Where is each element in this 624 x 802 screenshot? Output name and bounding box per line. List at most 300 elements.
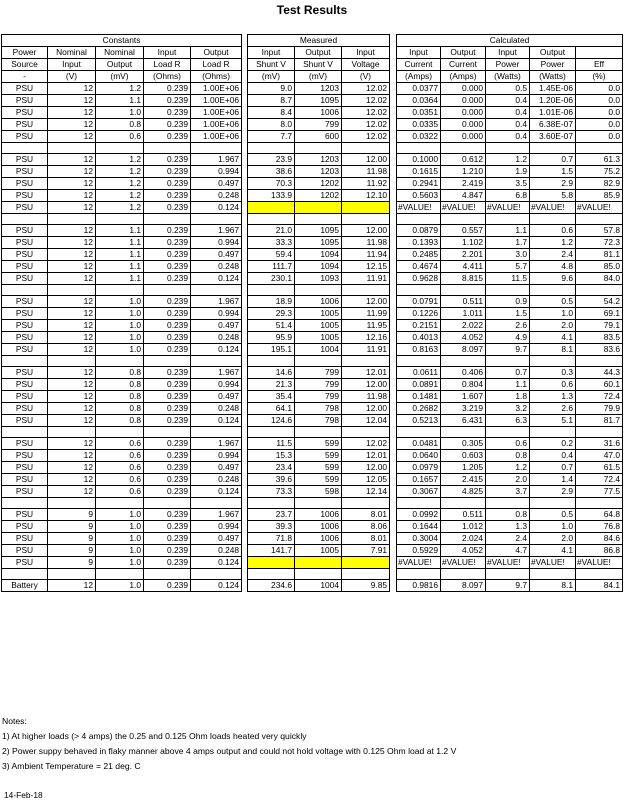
table-cell: 1.0 [96,533,144,545]
table-cell: 124.6 [248,415,295,427]
table-cell: 0.0611 [397,367,441,379]
table-cell: 0.124 [191,344,242,356]
table-cell: 0.1615 [397,166,441,178]
table-cell: 4.8 [530,261,576,273]
table-cell: 9 [48,533,96,545]
constants-column-header: (mV) [96,71,144,83]
table-cell: 0.239 [144,486,191,498]
note-item: 3) Ambient Temperature = 21 deg. C [2,761,141,771]
table-cell: 85.0 [576,261,623,273]
table-cell: 0.3 [530,367,576,379]
table-cell: 33.3 [248,237,295,249]
table-row [248,202,390,214]
constants-column-header: Output [191,47,242,59]
table-cell: 51.4 [248,320,295,332]
table-cell: 1.3 [486,521,530,533]
table-cell: 12.00 [342,403,390,415]
table-cell: 2.0 [530,533,576,545]
table-row [248,237,390,249]
table-cell: 2.6 [530,403,576,415]
table-cell: PSU [2,83,48,95]
table-cell: 12.02 [342,95,390,107]
table-cell: 0.5 [530,509,576,521]
table-cell: 8.1 [530,580,576,592]
table-cell: 8.7 [248,95,295,107]
constants-table [1,34,242,592]
table-cell: 0.497 [191,178,242,190]
table-cell: 1.00E+06 [191,131,242,143]
table-cell: 12 [48,344,96,356]
table-row [2,462,242,474]
table-row [397,154,623,166]
table-cell: 0.5 [486,83,530,95]
table-cell: 12 [48,178,96,190]
table-cell: 0.8 [486,509,530,521]
table-cell: 38.6 [248,166,295,178]
table-cell: 18.9 [248,296,295,308]
table-cell: 0.1226 [397,308,441,320]
table-row [248,403,390,415]
table-row [2,379,242,391]
table-row [248,308,390,320]
table-cell: 12 [48,95,96,107]
table-cell: 0.511 [441,296,486,308]
table-cell: 1203 [295,83,342,95]
table-cell: 12 [48,237,96,249]
table-cell: #VALUE! [441,202,486,214]
table-cell: 1.012 [441,521,486,533]
table-row [248,533,390,545]
table-row [397,166,623,178]
table-cell: 12.16 [342,332,390,344]
table-cell: 9.85 [342,580,390,592]
table-cell: 11.91 [342,273,390,285]
table-cell: 0.2151 [397,320,441,332]
table-cell: 1.2 [530,237,576,249]
table-cell: PSU [2,249,48,261]
table-cell: 3.5 [486,178,530,190]
table-cell: 2.201 [441,249,486,261]
table-cell: 0.8 [96,367,144,379]
calculated-column-header: (%) [576,71,623,83]
table-cell: 2.9 [530,178,576,190]
table-cell: 0.239 [144,83,191,95]
table-cell [248,202,295,214]
table-row [397,261,623,273]
table-cell: 0.0 [576,131,623,143]
table-row [2,190,242,202]
table-cell: Battery [2,580,48,592]
table-cell: 1.967 [191,225,242,237]
table-cell: PSU [2,367,48,379]
table-cell: 0.6 [96,438,144,450]
table-cell: 81.1 [576,249,623,261]
table-cell: 0.248 [191,545,242,557]
table-cell: 1.00E+06 [191,95,242,107]
notes-heading: Notes: [2,716,27,726]
table-cell: 1004 [295,344,342,356]
table-cell: 21.3 [248,379,295,391]
table-cell: 0.0 [576,119,623,131]
table-cell: 1.2 [486,154,530,166]
table-cell: 230.1 [248,273,295,285]
table-cell: 9 [48,545,96,557]
table-row [248,557,390,569]
table-cell: 0.8 [96,379,144,391]
table-cell: PSU [2,296,48,308]
table-row [2,320,242,332]
table-cell: 1006 [295,521,342,533]
table-cell: PSU [2,545,48,557]
table-cell: PSU [2,95,48,107]
table-cell: 3.2 [486,403,530,415]
table-cell: 0.6 [96,131,144,143]
table-cell: 12 [48,154,96,166]
table-row [248,131,390,143]
table-cell: 1.00E+06 [191,107,242,119]
table-cell: 599 [295,474,342,486]
table-cell: 12.00 [342,462,390,474]
table-cell: 1.102 [441,237,486,249]
table-cell: 799 [295,391,342,403]
table-cell: PSU [2,237,48,249]
table-cell: 12.10 [342,190,390,202]
table-cell: 82.9 [576,178,623,190]
table-cell: 0.000 [441,95,486,107]
table-row [397,308,623,320]
table-cell: 11.98 [342,166,390,178]
table-cell: 59.4 [248,249,295,261]
table-cell: 0.0364 [397,95,441,107]
table-cell: 0.497 [191,462,242,474]
table-row [397,391,623,403]
table-cell: 0.1481 [397,391,441,403]
table-row [2,438,242,450]
table-cell: 0.8 [96,403,144,415]
table-cell: 29.3 [248,308,295,320]
table-cell: 1.967 [191,367,242,379]
table-cell: 0.239 [144,533,191,545]
table-row [248,474,390,486]
table-cell: 0.239 [144,557,191,569]
page-title: Test Results [276,3,348,17]
table-row [397,131,623,143]
table-cell: 12 [48,391,96,403]
table-cell: 9.6 [530,273,576,285]
table-cell: 11.5 [248,438,295,450]
table-cell: 0.497 [191,391,242,403]
table-cell: 0.239 [144,225,191,237]
measured-table [247,34,390,592]
table-cell: 1.00E+06 [191,119,242,131]
table-cell: 47.0 [576,450,623,462]
table-cell: 1.5 [530,166,576,178]
table-cell: 0.239 [144,509,191,521]
table-cell: 111.7 [248,261,295,273]
table-cell: 0.239 [144,308,191,320]
table-cell: 4.7 [486,545,530,557]
table-cell: 11.91 [342,344,390,356]
table-cell: 39.6 [248,474,295,486]
table-cell: PSU [2,474,48,486]
table-row [397,332,623,344]
table-cell: 0.239 [144,166,191,178]
table-cell: PSU [2,190,48,202]
table-cell: 12 [48,107,96,119]
table-cell: 2.9 [530,486,576,498]
table-cell: 0.1393 [397,237,441,249]
table-cell: 0.5929 [397,545,441,557]
table-row [248,95,390,107]
table-cell: PSU [2,261,48,273]
table-cell: 234.6 [248,580,295,592]
table-cell: 12 [48,450,96,462]
table-cell: 0.124 [191,415,242,427]
table-cell: 79.1 [576,320,623,332]
table-cell: 72.4 [576,474,623,486]
table-cell: PSU [2,533,48,545]
table-cell: 8.06 [342,521,390,533]
table-cell: 0.239 [144,474,191,486]
table-row [397,367,623,379]
table-cell: 1.967 [191,296,242,308]
note-item: 1) At higher loads (> 4 amps) the 0.25 and 0.125 Ohm loads heated very quickly [2,731,307,741]
table-cell: 0.2485 [397,249,441,261]
table-cell: 9.7 [486,580,530,592]
table-cell: PSU [2,273,48,285]
table-cell: 11.5 [486,273,530,285]
table-cell: 1006 [295,533,342,545]
table-cell: 0.6 [96,486,144,498]
table-cell: 0.4 [486,95,530,107]
table-cell: 12 [48,474,96,486]
measured-column-header: Voltage [342,59,390,71]
table-cell: 1.0 [96,557,144,569]
table-cell: 2.4 [530,249,576,261]
measured-column-header: Input [248,47,295,59]
constants-column-header: Input [144,47,191,59]
table-cell: 0.0335 [397,119,441,131]
table-row [2,545,242,557]
table-row [397,521,623,533]
table-row [248,332,390,344]
table-cell: 8.097 [441,580,486,592]
table-cell: 12.14 [342,486,390,498]
table-cell: 0.994 [191,308,242,320]
table-cell: 195.1 [248,344,295,356]
table-cell: 1.2 [96,154,144,166]
table-cell: 12.00 [342,225,390,237]
table-row [248,580,390,592]
table-cell: PSU [2,107,48,119]
table-cell: 35.4 [248,391,295,403]
table-cell: 11.98 [342,391,390,403]
table-cell: 0.239 [144,131,191,143]
table-cell [295,202,342,214]
calculated-column-header: Eff [576,59,623,71]
table-cell: 1.4 [530,474,576,486]
table-cell: PSU [2,332,48,344]
table-cell: 12.01 [342,450,390,462]
table-cell: 0.0351 [397,107,441,119]
table-cell: 0.6 [96,474,144,486]
table-cell: #VALUE! [530,202,576,214]
table-cell: 1.0 [96,509,144,521]
table-cell [342,202,390,214]
table-cell: PSU [2,438,48,450]
table-cell: 81.7 [576,415,623,427]
table-cell: 1.9 [486,166,530,178]
table-cell: 0.000 [441,119,486,131]
table-row [248,450,390,462]
constants-column-header: Source [2,59,48,71]
table-cell: 9.7 [486,344,530,356]
table-cell: 799 [295,119,342,131]
measured-column-header: Shunt V [295,59,342,71]
table-cell: 60.1 [576,379,623,391]
table-row [248,344,390,356]
table-cell: 3.60E-07 [530,131,576,143]
table-row [397,95,623,107]
constants-column-header: - [2,71,48,83]
table-cell: 6.38E-07 [530,119,576,131]
table-row [2,521,242,533]
table-row [397,249,623,261]
table-cell [342,557,390,569]
table-cell: 0.5603 [397,190,441,202]
table-cell: 0.8 [96,415,144,427]
table-cell: 1.205 [441,462,486,474]
table-cell: 599 [295,438,342,450]
table-cell: 5.8 [530,190,576,202]
table-cell: 12.00 [342,296,390,308]
table-cell: 1093 [295,273,342,285]
table-cell: 11.92 [342,178,390,190]
table-cell: 23.4 [248,462,295,474]
table-row [397,509,623,521]
table-cell: 11.94 [342,249,390,261]
table-cell: 12.02 [342,107,390,119]
table-cell: 83.5 [576,332,623,344]
table-cell: 5.7 [486,261,530,273]
table-cell: 1.0 [96,332,144,344]
table-cell: 799 [295,367,342,379]
table-cell: 8.01 [342,533,390,545]
table-cell: 69.1 [576,308,623,320]
table-cell: 0.9628 [397,273,441,285]
table-cell: 44.3 [576,367,623,379]
table-cell: 1.2 [96,178,144,190]
calculated-column-header: Power [530,59,576,71]
table-cell: 12 [48,308,96,320]
table-cell: 23.9 [248,154,295,166]
table-row [248,545,390,557]
calculated-column-header: (Amps) [397,71,441,83]
table-cell: 12.02 [342,131,390,143]
table-cell: 1005 [295,308,342,320]
table-cell: PSU [2,509,48,521]
table-row [248,249,390,261]
table-cell: 0.4013 [397,332,441,344]
table-cell: 0.6 [530,225,576,237]
table-cell: 0.2682 [397,403,441,415]
table-cell: 0.603 [441,450,486,462]
table-cell: 12.15 [342,261,390,273]
calculated-column-header: (Watts) [530,71,576,83]
table-cell: PSU [2,486,48,498]
table-cell: 0.804 [441,379,486,391]
table-cell: 2.022 [441,320,486,332]
table-cell: 0.124 [191,557,242,569]
table-cell: 1.01E-06 [530,107,576,119]
table-cell: 0.2941 [397,178,441,190]
table-cell: 1.0 [96,521,144,533]
table-cell: 1.2 [96,166,144,178]
table-row [248,509,390,521]
table-cell: 12.00 [342,379,390,391]
table-cell: 0.994 [191,166,242,178]
table-cell: 8.1 [530,344,576,356]
table-cell: 0.248 [191,332,242,344]
table-cell: 71.8 [248,533,295,545]
table-row [2,474,242,486]
table-cell: 0.239 [144,379,191,391]
table-cell: 1094 [295,249,342,261]
table-row [248,166,390,178]
table-cell: 0.239 [144,107,191,119]
table-cell: 0.0891 [397,379,441,391]
table-cell: 2.0 [486,474,530,486]
table-cell: 0.6 [96,450,144,462]
table-cell: 0.994 [191,450,242,462]
table-row [248,154,390,166]
measured-column-header: (V) [342,71,390,83]
table-cell: 3.0 [486,249,530,261]
calculated-group-header: Calculated [397,35,623,47]
table-cell: 0.3067 [397,486,441,498]
table-cell: 14.6 [248,367,295,379]
table-cell: PSU [2,166,48,178]
table-cell: 2.419 [441,178,486,190]
table-cell: 0.000 [441,107,486,119]
table-cell: 12.02 [342,83,390,95]
constants-column-header: (V) [48,71,96,83]
table-cell: 1.1 [96,95,144,107]
table-cell: 1.1 [96,225,144,237]
constants-column-header: (Ohms) [191,71,242,83]
table-cell: 0.239 [144,273,191,285]
table-row [248,178,390,190]
table-cell: 133.9 [248,190,295,202]
table-cell: #VALUE! [397,557,441,569]
table-cell: 1.1 [96,249,144,261]
table-row [2,580,242,592]
table-cell: PSU [2,462,48,474]
table-row [2,261,242,273]
table-cell: 1.3 [530,391,576,403]
table-cell: PSU [2,415,48,427]
table-cell: 9 [48,557,96,569]
table-cell: 1.45E-06 [530,83,576,95]
table-cell: 798 [295,415,342,427]
table-cell: 0.8 [486,450,530,462]
table-cell: 0.511 [441,509,486,521]
table-cell: #VALUE! [441,557,486,569]
table-row [2,450,242,462]
table-cell: 798 [295,403,342,415]
table-cell: 11.95 [342,320,390,332]
table-row [397,119,623,131]
